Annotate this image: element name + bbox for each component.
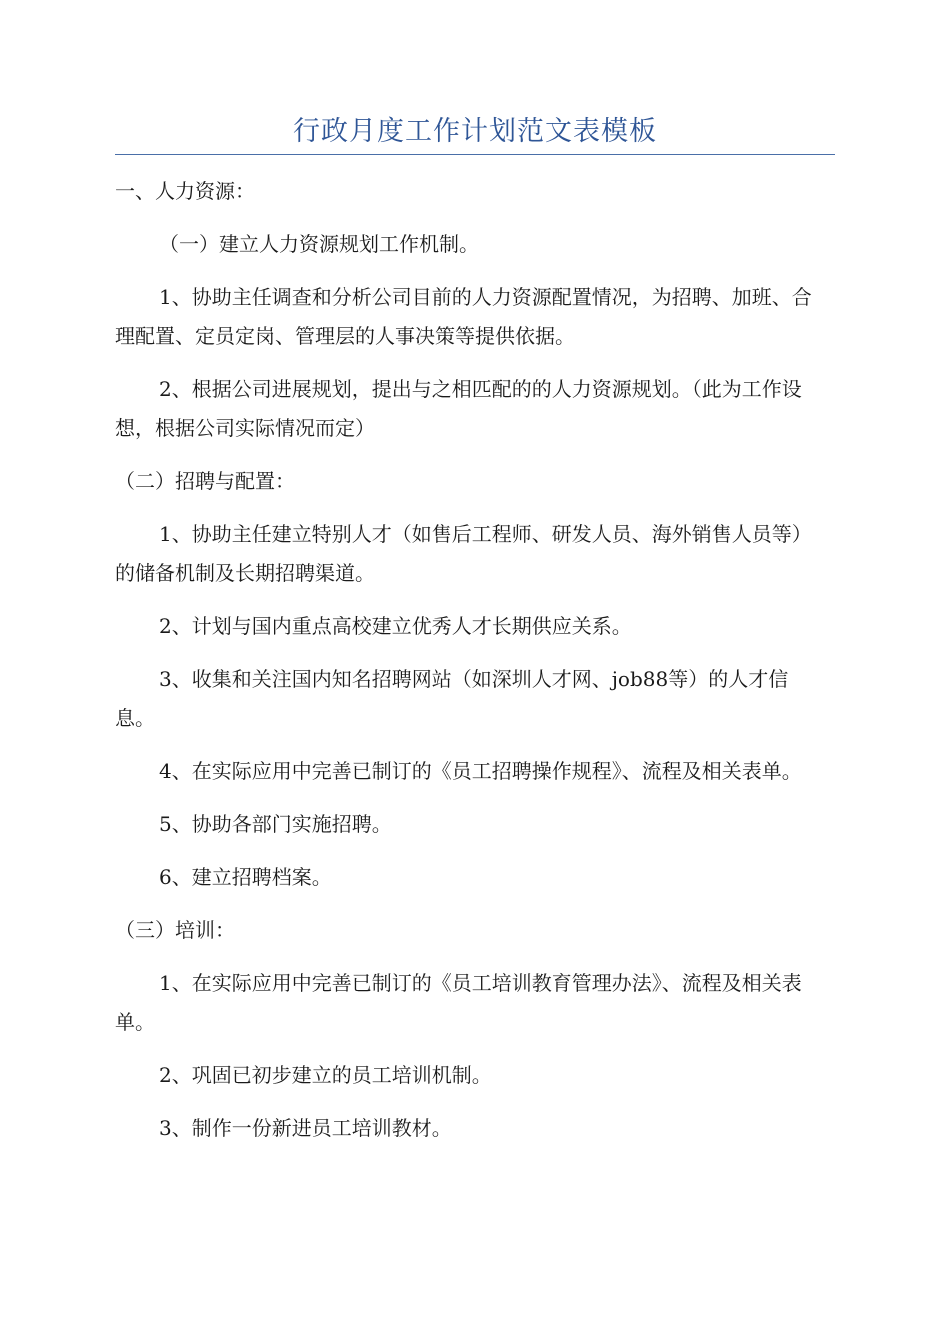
paragraph-training-1: 1、在实际应用中完善已制订的《员工培训教育管理办法》、流程及相关表单。 <box>115 971 802 1034</box>
title-underline <box>115 154 835 155</box>
paragraph-recruiting-6: 6、建立招聘档案。 <box>159 865 332 889</box>
paragraph-training-2: 2、巩固已初步建立的员工培训机制。 <box>159 1063 492 1087</box>
paragraph-recruiting-3: 3、收集和关注国内知名招聘网站（如深圳人才网、job88等）的人才信息。 <box>115 667 789 730</box>
paragraph-recruiting-4: 4、在实际应用中完善已制订的《员工招聘操作规程》、流程及相关表单。 <box>159 759 802 783</box>
page-title: 行政月度工作计划范文表模板 <box>293 116 657 147</box>
paragraph-recruiting-5: 5、协助各部门实施招聘。 <box>159 812 392 836</box>
paragraph-recruiting-2: 2、计划与国内重点高校建立优秀人才长期供应关系。 <box>159 614 632 638</box>
paragraph-planning-1: 1、协助主任调查和分析公司目前的人力资源配置情况，为招聘、加班、合理配置、定员定岗、管理层的人事决策等提供依据。 <box>115 285 812 348</box>
document-body <box>115 172 825 1148</box>
subsection-heading-training: （三）培训： <box>115 918 235 942</box>
subsection-heading-recruiting: （二）招聘与配置： <box>115 469 295 493</box>
paragraph-recruiting-1: 1、协助主任建立特别人才（如售后工程师、研发人员、海外销售人员等）的储备机制及长期招聘渠道。 <box>115 522 812 585</box>
section-heading-hr: 一、人力资源： <box>115 179 255 203</box>
subsection-heading-planning: （一）建立人力资源规划工作机制。 <box>159 232 479 256</box>
paragraph-training-3: 3、制作一份新进员工培训教材。 <box>159 1116 452 1140</box>
paragraph-planning-2: 2、根据公司进展规划，提出与之相匹配的的人力资源规划。（此为工作设想，根据公司实际情况而定） <box>115 377 802 440</box>
